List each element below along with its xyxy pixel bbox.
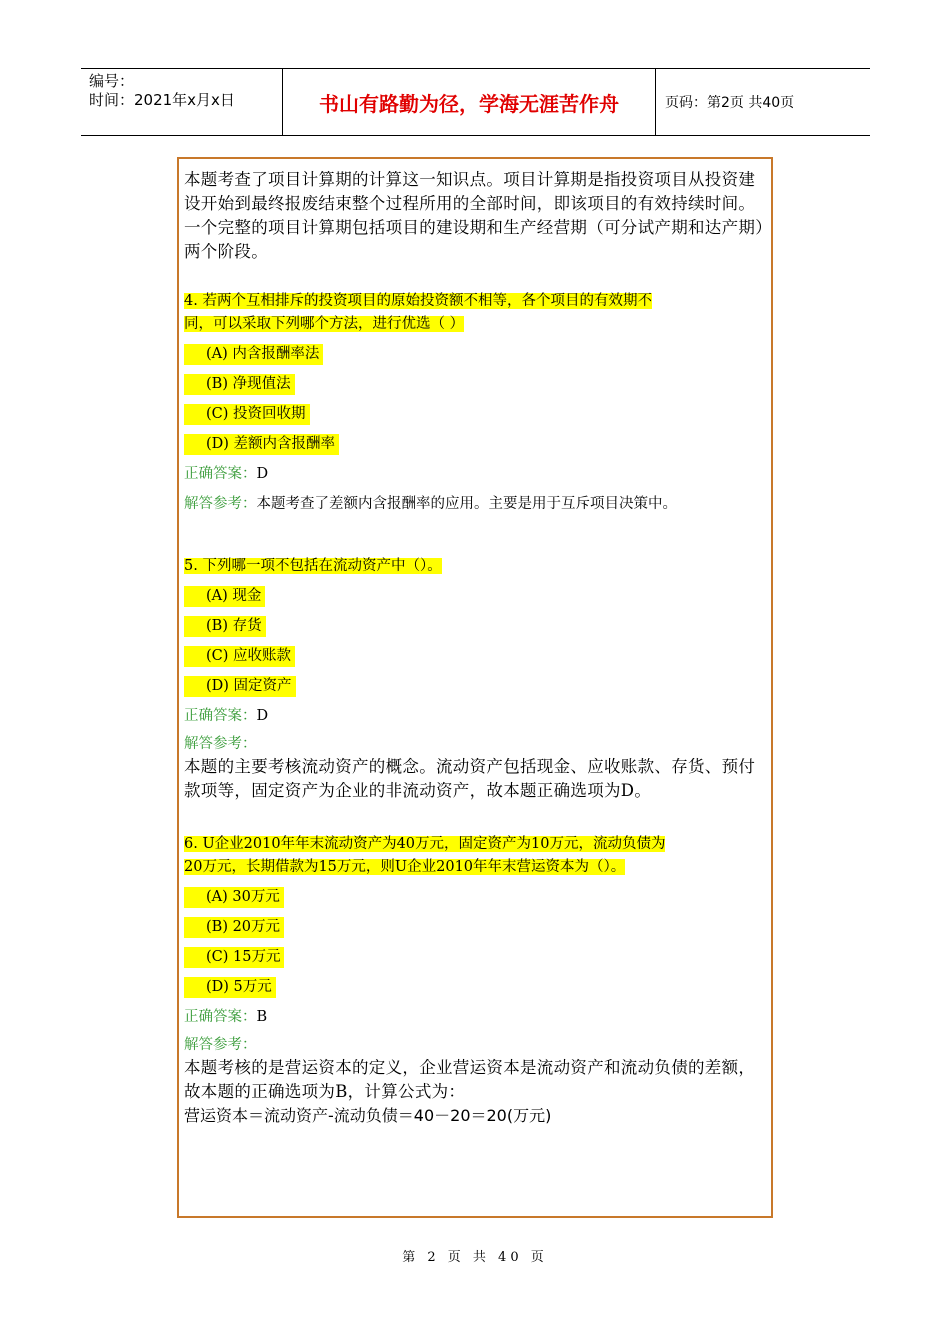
option-a: (A) 30万元 — [184, 887, 284, 908]
option-a: (A) 内含报酬率法 — [184, 344, 323, 365]
option-b: (B) 20万元 — [184, 917, 284, 938]
formula: 营运资本＝流动资产-流动负债＝40－20＝20(万元) — [184, 1106, 552, 1125]
option-c: (C) 15万元 — [184, 947, 284, 968]
answer-reference-label: 解答参考： — [184, 1037, 257, 1053]
option-d: (D) 差额内含报酬率 — [184, 434, 339, 455]
question-stem: 4. 若两个互相排斥的投资项目的原始投资额不相等，各个项目的有效期不 — [184, 293, 652, 309]
correct-answer: 正确答案：D — [184, 708, 269, 724]
page-footer: 第 2 页 共 40 页 — [402, 1250, 548, 1265]
question-stem: 同，可以采取下列哪个方法，进行优选（ ） — [184, 316, 465, 332]
correct-answer: 正确答案：D — [184, 466, 269, 482]
answer-reference-text: 本题考核的是营运资本的定义，企业营运资本是流动资产和流动负债的差额，故本题的正确选项为B，计算公式为： — [184, 1058, 756, 1101]
option-b: (B) 存货 — [184, 616, 266, 637]
option-b: (B) 净现值法 — [184, 374, 295, 395]
question-5 — [184, 555, 764, 803]
question-stem: 20万元，长期借款为15万元，则U企业2010年年末营运资本为（）。 — [184, 859, 626, 875]
header-motto: 书山有路勤为径，学海无涯苦作舟 — [319, 91, 619, 116]
intro-paragraph: 本题考查了项目计算期的计算这一知识点。项目计算期是指投资项目从投资建设开始到最终报废结束整个过程所用的全部时间，即该项目的有效持续时间。一个完整的项目计算期包括项目的建设期和生产经营期（可分试产期和达产期）两个阶段。 — [184, 170, 764, 261]
correct-answer: 正确答案：B — [184, 1009, 268, 1025]
answer-reference-label: 解答参考： — [184, 736, 257, 752]
option-d: (D) 固定资产 — [184, 676, 296, 697]
question-4 — [184, 290, 764, 515]
answer-reference: 解答参考：本题考查了差额内含报酬率的应用。主要是用于互斥项目决策中。 — [184, 496, 677, 512]
answer-reference-text: 本题的主要考核流动资产的概念。流动资产包括现金、应收账款、存货、预付款项等，固定资产为企业的非流动资产，故本题正确选项为D。 — [184, 757, 756, 800]
content-body — [184, 168, 764, 1128]
time-label: 时间：2021年x月x日 — [89, 91, 235, 109]
question-stem: 6. U企业2010年年末流动资产为40万元，固定资产为10万元，流动负债为 — [184, 836, 666, 852]
header-page-info: 页码：第2页 共40页 — [665, 95, 795, 111]
option-c: (C) 应收账款 — [184, 646, 295, 667]
option-c: (C) 投资回收期 — [184, 404, 310, 425]
number-label: 编号： — [89, 72, 135, 90]
question-stem: 5. 下列哪一项不包括在流动资产中（）。 — [184, 558, 442, 574]
header-divider — [655, 69, 656, 135]
option-d: (D) 5万元 — [184, 977, 276, 998]
question-6 — [184, 833, 764, 1128]
option-a: (A) 现金 — [184, 586, 265, 607]
document-header — [81, 68, 870, 136]
header-meta — [89, 72, 235, 110]
